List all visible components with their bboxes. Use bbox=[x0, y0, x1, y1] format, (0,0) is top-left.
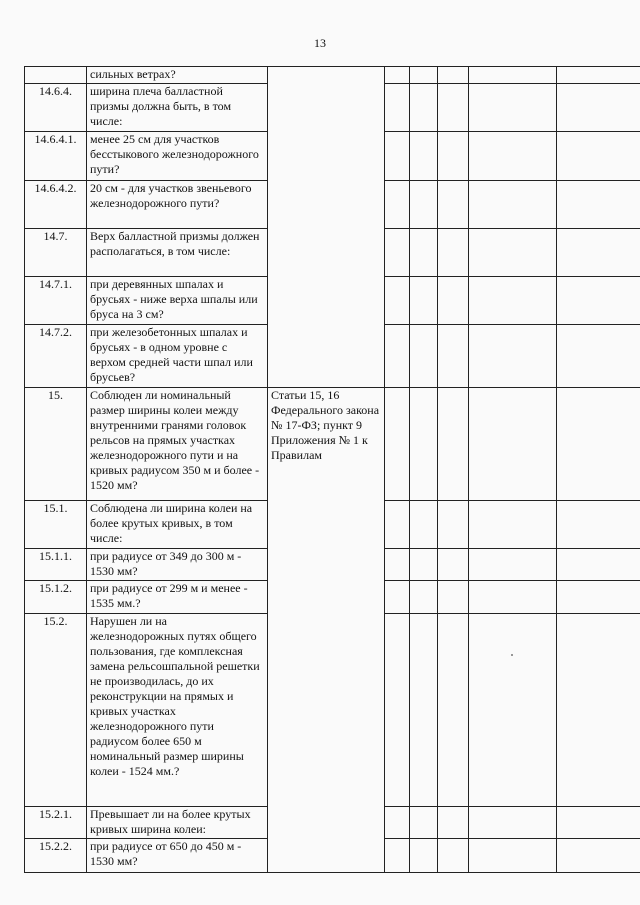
answer-cell bbox=[385, 325, 410, 388]
table-row bbox=[25, 67, 640, 84]
item-number: 15.2.2. bbox=[25, 839, 87, 873]
item-number: 15.1.2. bbox=[25, 581, 87, 614]
answer-cell bbox=[557, 581, 640, 614]
answer-cell bbox=[385, 839, 410, 873]
answer-cell bbox=[557, 277, 640, 325]
answer-cell bbox=[469, 132, 557, 181]
answer-cell bbox=[410, 388, 438, 501]
item-question: Нарушен ли на железнодорожных путях общего пользования, где комплексная замена рельсошпальной решетки не производилась, до их реконструкции на прямых и кривых участках железнодорожного пути радиусом более 650 м номинальный размер ширины колеи - 1524 мм.? bbox=[87, 614, 268, 807]
answer-cell bbox=[438, 501, 469, 549]
item-number bbox=[25, 67, 87, 84]
item-number: 14.7.1. bbox=[25, 277, 87, 325]
item-question: при железобетонных шпалах и брусьях - в одном уровне с верхом средней части шпал или брусьев? bbox=[87, 325, 268, 388]
answer-cell bbox=[385, 581, 410, 614]
answer-cell bbox=[410, 67, 438, 84]
answer-cell bbox=[410, 325, 438, 388]
item-question: при радиусе от 349 до 300 м - 1530 мм? bbox=[87, 549, 268, 581]
item-question: Соблюдена ли ширина колеи на более крутых кривых, в том числе: bbox=[87, 501, 268, 549]
answer-cell bbox=[438, 388, 469, 501]
item-question: менее 25 см для участков бесстыкового железнодорожного пути? bbox=[87, 132, 268, 181]
table-row bbox=[25, 388, 640, 501]
legal-reference-cell bbox=[268, 67, 385, 388]
item-number: 15.2.1. bbox=[25, 807, 87, 839]
legal-reference: Статьи 15, 16 Федерального закона № 17-ФЗ; пункт 9 Приложения № 1 к Правилам bbox=[268, 388, 385, 873]
answer-cell bbox=[410, 614, 438, 807]
answer-cell bbox=[438, 614, 469, 807]
answer-cell bbox=[557, 501, 640, 549]
answer-cell bbox=[557, 839, 640, 873]
answer-cell bbox=[438, 84, 469, 132]
answer-cell bbox=[469, 325, 557, 388]
answer-cell bbox=[469, 277, 557, 325]
answer-cell bbox=[410, 839, 438, 873]
answer-cell bbox=[385, 84, 410, 132]
checklist-table bbox=[24, 66, 640, 873]
answer-cell bbox=[438, 807, 469, 839]
answer-cell bbox=[469, 84, 557, 132]
answer-cell bbox=[557, 388, 640, 501]
item-question: сильных ветрах? bbox=[87, 67, 268, 84]
answer-cell bbox=[385, 67, 410, 84]
answer-cell bbox=[557, 67, 640, 84]
item-question: Верх балластной призмы должен располагаться, в том числе: bbox=[87, 229, 268, 277]
answer-cell bbox=[469, 181, 557, 229]
answer-cell bbox=[469, 581, 557, 614]
answer-cell bbox=[385, 614, 410, 807]
answer-cell bbox=[438, 839, 469, 873]
answer-cell bbox=[469, 807, 557, 839]
answer-cell bbox=[385, 807, 410, 839]
answer-cell bbox=[438, 181, 469, 229]
item-number: 14.7. bbox=[25, 229, 87, 277]
answer-cell bbox=[557, 181, 640, 229]
answer-cell bbox=[469, 388, 557, 501]
answer-cell bbox=[410, 229, 438, 277]
item-question: при деревянных шпалах и брусьях - ниже верха шпалы или бруса на 3 см? bbox=[87, 277, 268, 325]
answer-cell bbox=[557, 807, 640, 839]
item-number: 14.6.4.2. bbox=[25, 181, 87, 229]
answer-cell bbox=[385, 277, 410, 325]
answer-cell bbox=[410, 807, 438, 839]
answer-cell bbox=[410, 132, 438, 181]
answer-cell bbox=[385, 388, 410, 501]
item-question: при радиусе от 650 до 450 м - 1530 мм? bbox=[87, 839, 268, 873]
answer-cell bbox=[438, 581, 469, 614]
item-number: 14.7.2. bbox=[25, 325, 87, 388]
item-number: 15.1. bbox=[25, 501, 87, 549]
answer-cell bbox=[438, 549, 469, 581]
answer-cell bbox=[385, 229, 410, 277]
answer-cell bbox=[557, 614, 640, 807]
answer-cell bbox=[557, 84, 640, 132]
page-number: 13 bbox=[314, 36, 326, 50]
item-question: Превышает ли на более крутых кривых ширина колеи: bbox=[87, 807, 268, 839]
answer-cell bbox=[410, 581, 438, 614]
answer-cell bbox=[469, 549, 557, 581]
answer-cell bbox=[438, 277, 469, 325]
answer-cell bbox=[469, 67, 557, 84]
answer-cell bbox=[410, 549, 438, 581]
answer-cell bbox=[438, 229, 469, 277]
answer-cell bbox=[557, 229, 640, 277]
answer-cell bbox=[469, 229, 557, 277]
answer-cell bbox=[557, 325, 640, 388]
answer-cell bbox=[385, 132, 410, 181]
answer-cell bbox=[385, 181, 410, 229]
answer-cell bbox=[469, 501, 557, 549]
answer-cell bbox=[438, 325, 469, 388]
answer-cell bbox=[557, 549, 640, 581]
scan-speck bbox=[511, 654, 513, 656]
item-question: при радиусе от 299 м и менее - 1535 мм.? bbox=[87, 581, 268, 614]
item-number: 14.6.4.1. bbox=[25, 132, 87, 181]
answer-cell bbox=[385, 549, 410, 581]
answer-cell bbox=[469, 614, 557, 807]
item-question: ширина плеча балластной призмы должна быть, в том числе: bbox=[87, 84, 268, 132]
answer-cell bbox=[385, 501, 410, 549]
item-question: 20 см - для участков звеньевого железнодорожного пути? bbox=[87, 181, 268, 229]
answer-cell bbox=[410, 501, 438, 549]
answer-cell bbox=[438, 67, 469, 84]
answer-cell bbox=[438, 132, 469, 181]
answer-cell bbox=[410, 84, 438, 132]
item-number: 15.2. bbox=[25, 614, 87, 807]
item-number: 15. bbox=[25, 388, 87, 501]
item-number: 15.1.1. bbox=[25, 549, 87, 581]
answer-cell bbox=[410, 277, 438, 325]
item-question: Соблюден ли номинальный размер ширины колеи между внутренними гранями головок рельсов на прямых участках железнодорожного пути и на кривых радиусом 350 м и более - 1520 мм? bbox=[87, 388, 268, 501]
answer-cell bbox=[557, 132, 640, 181]
answer-cell bbox=[410, 181, 438, 229]
item-number: 14.6.4. bbox=[25, 84, 87, 132]
answer-cell bbox=[469, 839, 557, 873]
